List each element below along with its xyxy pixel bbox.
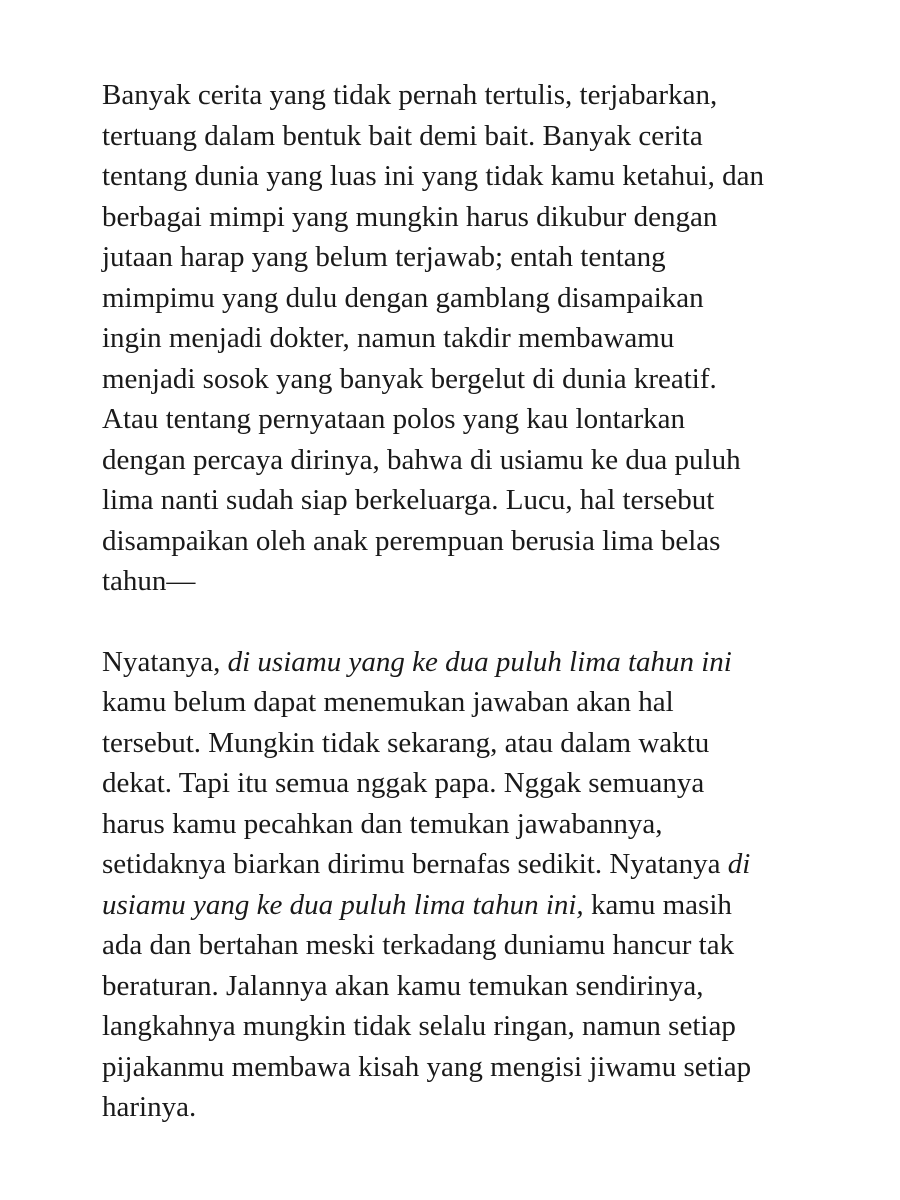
italic-text-run: di usiamu yang ke dua puluh lima tahun ini — [227, 645, 732, 678]
paragraph-2 — [102, 642, 822, 1128]
italic-text-run: di — [727, 848, 751, 880]
text-run: tertuang dalam bentuk bait demi bait. Banyak cerita — [102, 119, 703, 152]
text-run: pijakanmu membawa kisah yang mengisi jiwamu setiap — [102, 1050, 752, 1083]
text-run: berbagai mimpi yang mungkin harus dikubur dengan — [102, 200, 718, 233]
text-run: harinya. — [102, 1091, 197, 1123]
text-run: Banyak cerita yang tidak pernah tertulis, terjabarkan, — [102, 79, 718, 111]
text-line — [102, 521, 822, 562]
document-page — [102, 75, 822, 1128]
text-line — [102, 925, 822, 966]
text-run: dekat. Tapi itu semua nggak papa. Nggak semuanya — [102, 767, 705, 799]
italic-text-run: usiamu yang ke dua puluh lima tahun ini, — [102, 888, 584, 921]
text-run: tahun— — [102, 565, 196, 597]
text-run: menjadi sosok yang banyak bergelut di dunia kreatif. — [102, 362, 717, 395]
text-run: Nyatanya, — [102, 645, 228, 678]
text-line — [102, 642, 822, 683]
text-line — [102, 399, 822, 440]
text-run: beraturan. Jalannya akan kamu temukan sendirinya, — [102, 969, 704, 1002]
text-run: tentang dunia yang luas ini yang tidak kamu ketahui, dan — [102, 160, 765, 192]
text-line — [102, 561, 822, 602]
text-run: harus kamu pecahkan dan temukan jawabannya, — [102, 807, 663, 840]
text-line — [102, 804, 822, 845]
text-run: kamu masih — [583, 888, 732, 921]
text-line — [102, 1047, 822, 1088]
text-run: ingin menjadi dokter, namun takdir membawamu — [102, 322, 675, 354]
text-line — [102, 966, 822, 1007]
text-line — [102, 440, 822, 481]
text-run: lima nanti sudah siap berkeluarga. Lucu, hal tersebut — [102, 484, 715, 516]
text-line — [102, 885, 822, 926]
text-line — [102, 763, 822, 804]
text-line — [102, 480, 822, 521]
text-run: disampaikan oleh anak perempuan berusia lima belas — [102, 524, 721, 557]
text-line — [102, 75, 822, 116]
text-run: mimpimu yang dulu dengan gamblang disampaikan — [102, 281, 704, 314]
text-line — [102, 197, 822, 238]
text-run: tersebut. Mungkin tidak sekarang, atau dalam waktu — [102, 726, 710, 759]
text-line — [102, 156, 822, 197]
text-line — [102, 844, 822, 885]
paragraph-1 — [102, 75, 822, 602]
text-line — [102, 116, 822, 157]
text-line — [102, 359, 822, 400]
text-line — [102, 237, 822, 278]
text-line — [102, 723, 822, 764]
text-run: kamu belum dapat menemukan jawaban akan hal — [102, 686, 674, 718]
text-line — [102, 1006, 822, 1047]
text-run: jutaan harap yang belum terjawab; entah tentang — [102, 241, 666, 273]
text-run: setidaknya biarkan dirimu bernafas sedikit. Nyatanya — [102, 848, 728, 880]
text-run: Atau tentang pernyataan polos yang kau lontarkan — [102, 403, 686, 435]
text-line — [102, 278, 822, 319]
text-line — [102, 682, 822, 723]
text-run: dengan percaya dirinya, bahwa di usiamu ke dua puluh — [102, 443, 741, 476]
text-line — [102, 1087, 822, 1128]
text-line — [102, 318, 822, 359]
text-run: langkahnya mungkin tidak selalu ringan, namun setiap — [102, 1010, 736, 1042]
text-run: ada dan bertahan meski terkadang duniamu hancur tak — [102, 929, 735, 961]
